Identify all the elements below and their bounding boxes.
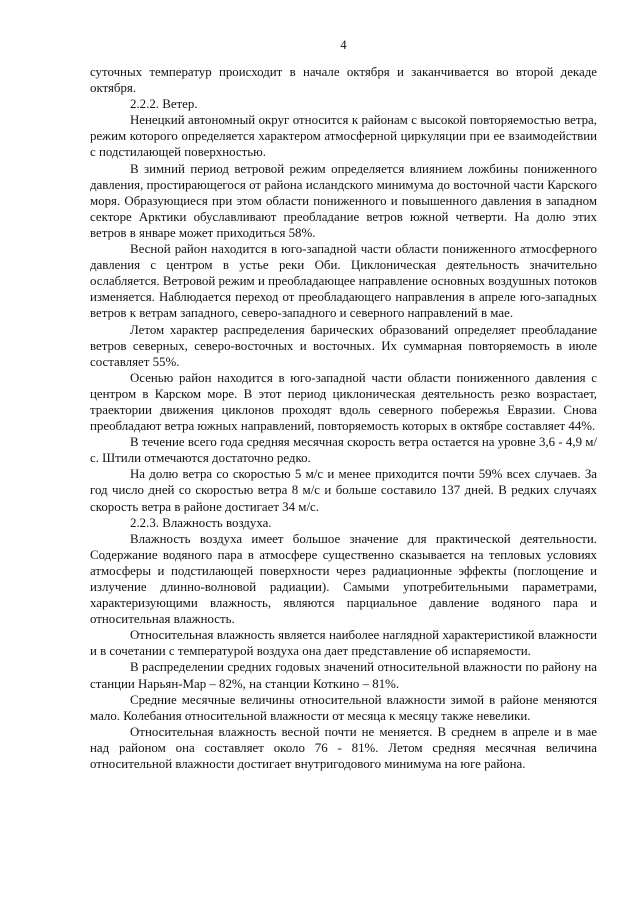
paragraph: На долю ветра со скоростью 5 м/с и менее приходится почти 59% всех случаев. За год число дней со скоростью ветра 8 м/с и больше составило 137 дней. В редких случаях скорость ветра в районе достигает 34 м/с. (90, 467, 597, 514)
page-number: 4 (340, 38, 347, 52)
section-heading-wind: 2.2.2. Ветер. (130, 97, 198, 112)
paragraph: Влажность воздуха имеет большое значение для практической деятельности. Содержание водяного пара в атмосфере существенно сказывается на тепловых условиях атмосферы и подстилающей поверхности через радиационные эффекты (поглощение и излучение длинно-волновой радиации). Самыми употребительными параметрами, характеризующими влажность, являются парциальное давление водяного пара и относительная влажность. (90, 531, 597, 627)
paragraph: Весной район находится в юго-западной части области пониженного атмосферного давления с центром в устье реки Оби. Циклоническая деятельность значительно ослабляется. Ветровой режим и преобладающее направление основных воздушных потоков изменяется. Наблюдается переход от преобладающего направления в апреле юго-западных ветров к ветрам западного, северо-западного и северного направлений в мае. (90, 242, 597, 321)
paragraph: В течение всего года средняя месячная скорость ветра остается на уровне 3,6 - 4,9 м/с. Штили отмечаются достаточно редко. (90, 435, 597, 466)
paragraph: Летом характер распределения барических образований определяет преобладание ветров северных, северо-восточных и восточных. Их суммарная повторяемость в июле составляет 55%. (90, 322, 597, 369)
paragraph: В распределении средних годовых значений относительной влажности по району на станции Нарьян-Мар – 82%, на станции Коткино – 81%. (90, 660, 597, 691)
paragraph: В зимний период ветровой режим определяется влиянием ложбины пониженного давления, простирающегося от района исландского минимума до восточной части Карского моря. Образующиеся при этом области пониженного и повышенного давления в западном секторе Арктики обуславливают преобладание ветров южной четверти. На долю этих ветров в январе может приходиться 58%. (90, 161, 597, 240)
body-text (90, 64, 597, 772)
paragraph: Осенью район находится в юго-западной части области пониженного давления с центром в Карском море. В этот период циклоническая деятельность резко возрастает, траектории движения циклонов проходят вдоль северного побережья Евразии. Снова преобладают ветра южных направлений, повторяемость которых в октябре составляет 44%. (90, 370, 597, 434)
section-heading-humidity: 2.2.3. Влажность воздуха. (130, 515, 272, 530)
paragraph: Относительная влажность весной почти не меняется. В среднем в апреле и в мае над районом она составляет около 76 - 81%. Летом средняя месячная величина относительной влажности достигает внутригодового минимума на юге района. (90, 724, 597, 772)
paragraph: Средние месячные величины относительной влажности зимой в районе меняются мало. Колебания относительной влажности от месяца к месяцу также невелики. (90, 692, 597, 723)
paragraph: Относительная влажность является наиболее наглядной характеристикой влажности и в сочетании с температурой воздуха она дает представление об испаряемости. (90, 628, 597, 659)
paragraph: Ненецкий автономный округ относится к районам с высокой повторяемостью ветра, режим которого определяется характером атмосферной циркуляции при ее взаимодействии с подстилающей поверхностью. (90, 113, 597, 160)
paragraph-continuation: суточных температур происходит в начале октября и заканчивается во второй декаде октября. (90, 65, 597, 96)
